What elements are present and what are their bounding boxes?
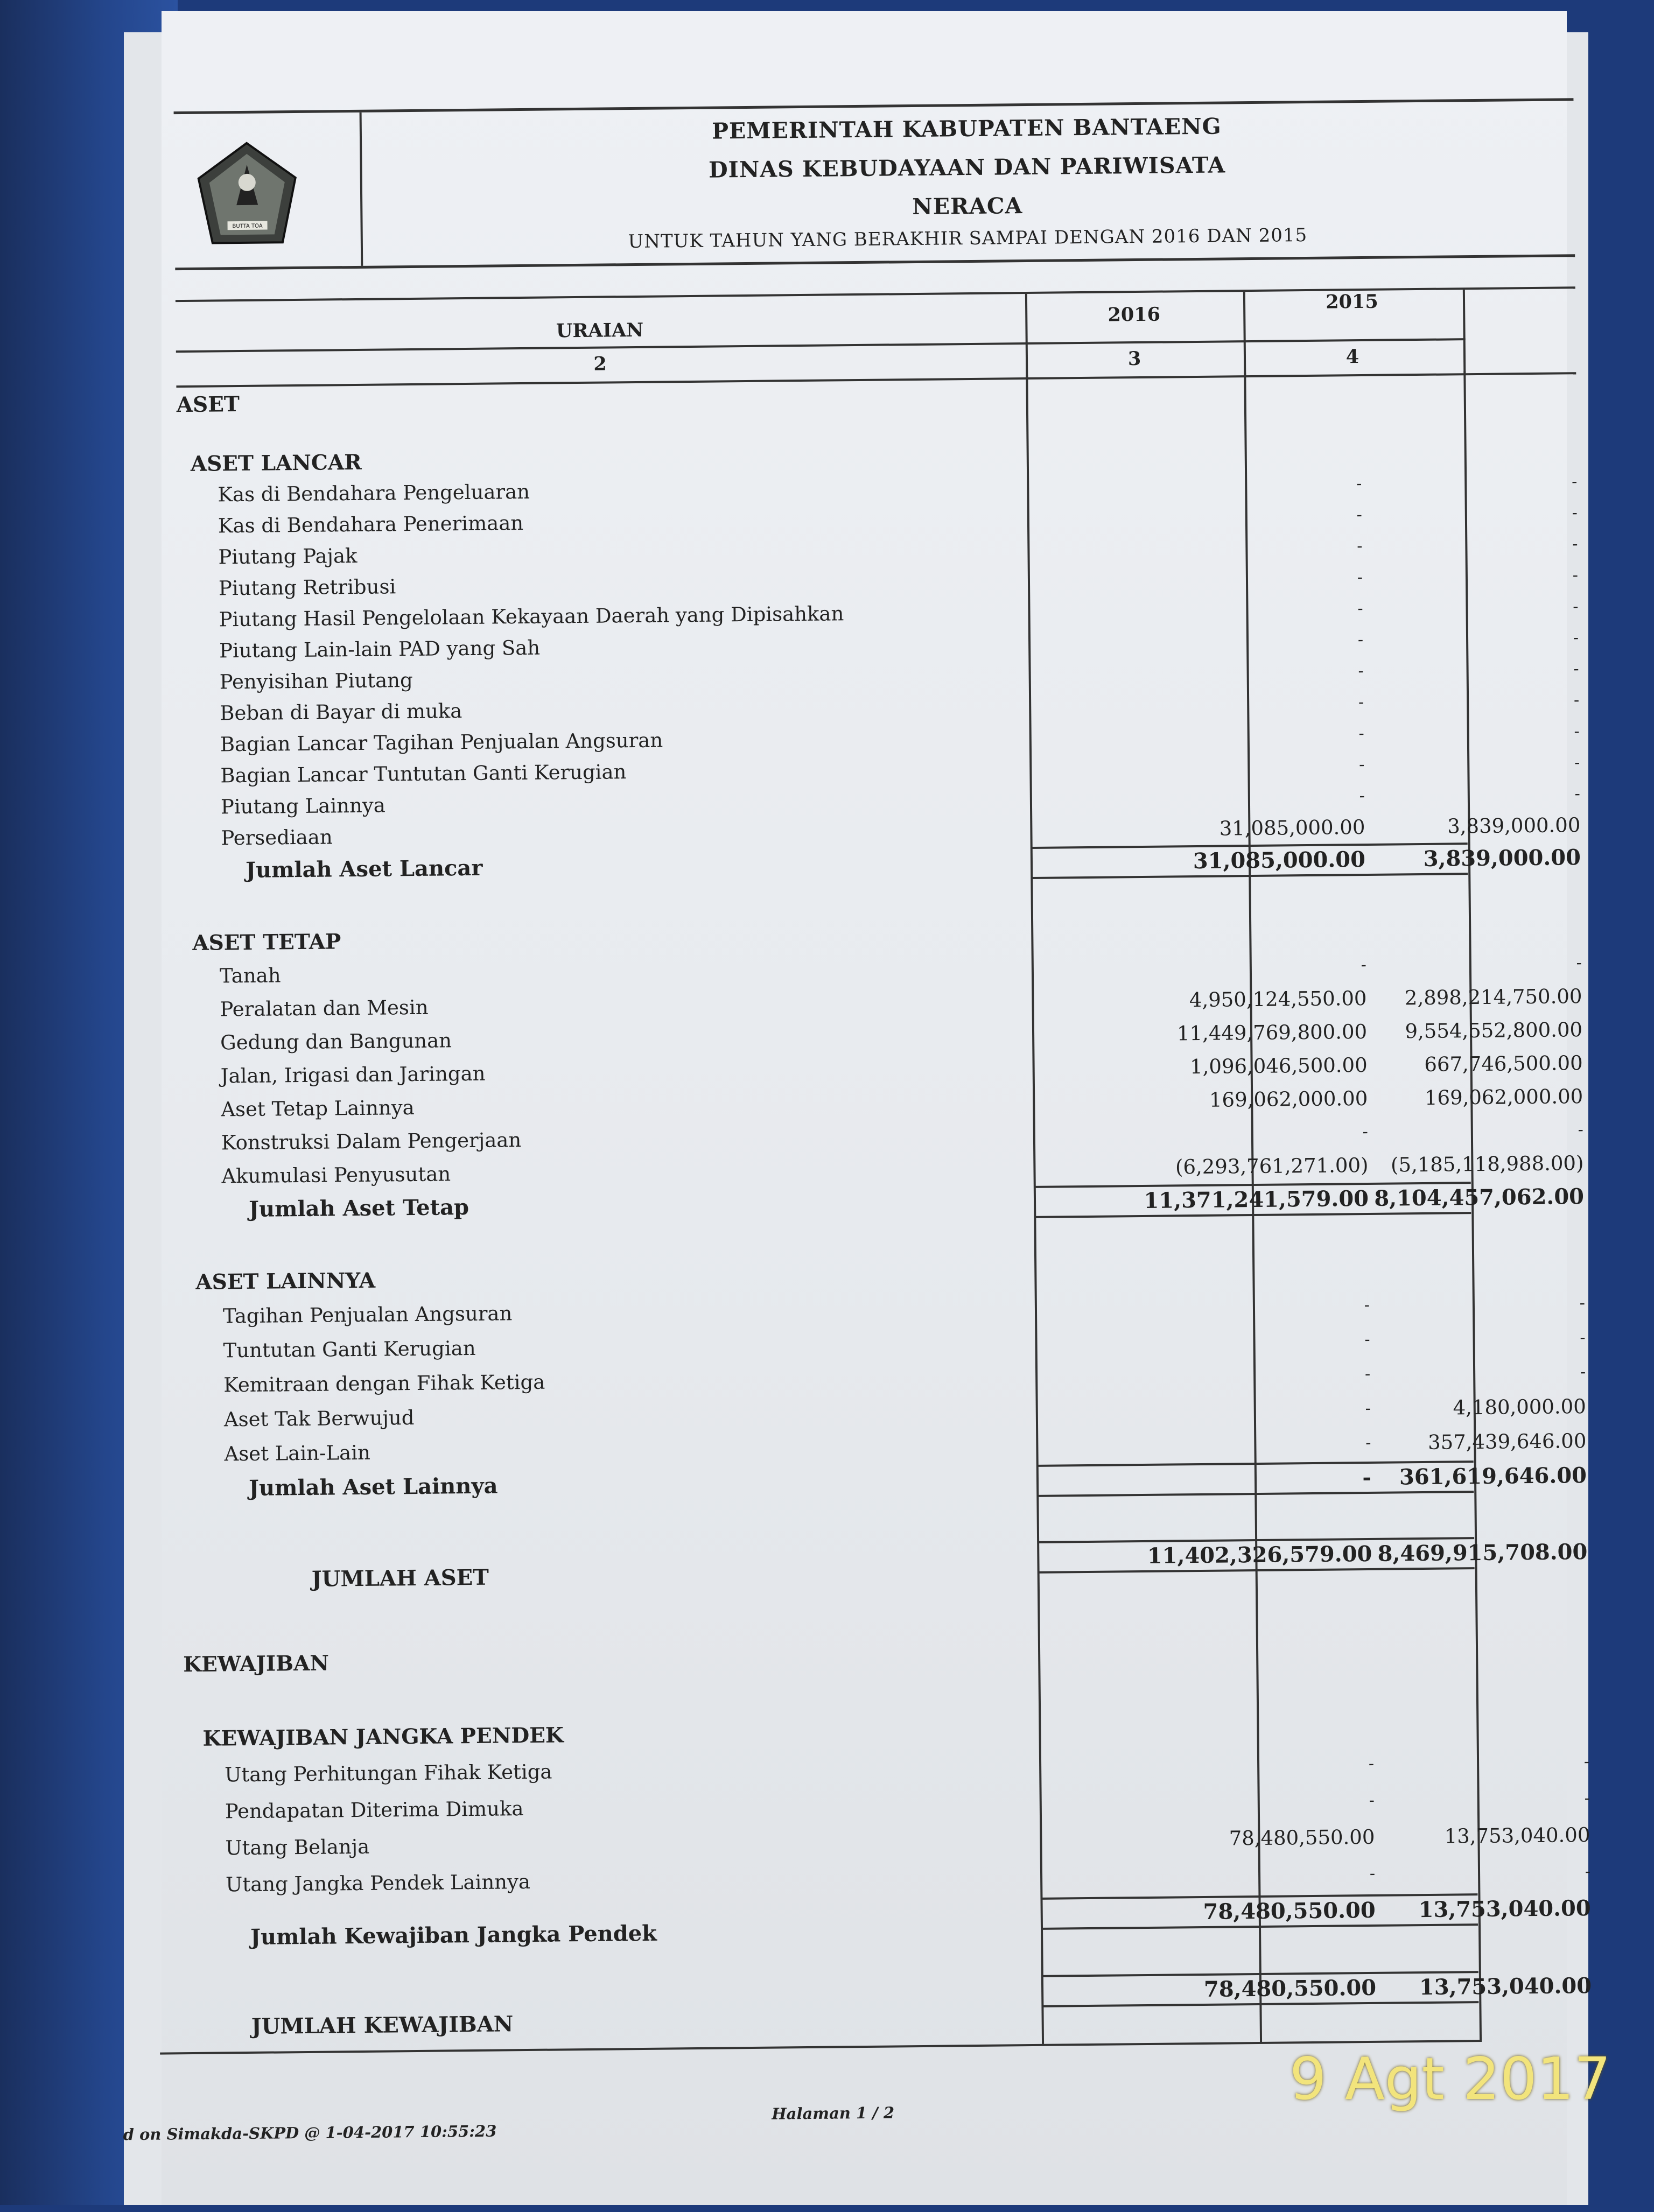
row-label: Bagian Lancar Tuntutan Ganti Kerugian [220, 760, 627, 788]
row-label: Persediaan [221, 825, 333, 850]
report-header [174, 98, 1575, 270]
value-2015: 4,180,000.00 [1453, 1395, 1586, 1420]
value-2016: 31,085,000.00 [1193, 846, 1366, 874]
value-2015: 13,753,040.00 [1444, 1823, 1590, 1848]
value-2015: - [1576, 953, 1582, 973]
value-2015: - [1574, 784, 1580, 804]
table-bottom-border [160, 2040, 1482, 2055]
value-2016: - [1356, 505, 1363, 525]
value-2016: - [1365, 1433, 1371, 1453]
row-label: ASET LANCAR [190, 450, 362, 476]
header-titles [360, 101, 1575, 266]
row-label: Piutang Lain-lain PAD yang Sah [219, 636, 541, 663]
value-2016: 78,480,550.00 [1203, 1897, 1376, 1925]
value-2016: 1,096,046,500.00 [1189, 1053, 1368, 1079]
table-row [192, 1970, 1613, 2039]
value-2016: 169,062,000.00 [1209, 1086, 1368, 1112]
row-label: Peralatan dan Mesin [220, 995, 429, 1021]
logo-cell [174, 113, 363, 268]
row-label: Tanah [219, 964, 281, 988]
row-label: Penyisihan Piutang [219, 668, 413, 694]
value-2015: - [1573, 659, 1579, 679]
column-header-uraian: URAIAN [556, 319, 644, 342]
value-2016: 78,480,550.00 [1203, 1975, 1377, 2002]
value-2015: - [1583, 1752, 1590, 1772]
row-label: Piutang Hasil Pengelolaan Kekayaan Daerah yang Dipisahkan [219, 602, 844, 631]
value-2015: - [1573, 628, 1579, 648]
row-label: Utang Belanja [225, 1835, 370, 1860]
value-2015: - [1573, 691, 1580, 710]
value-2016: - [1358, 662, 1364, 681]
row-label: ASET TETAP [192, 929, 341, 956]
value-2016: - [1359, 787, 1365, 806]
table-row [187, 1536, 1609, 1592]
value-2016: - [1365, 1399, 1371, 1419]
row-label: Kas di Bendahara Pengeluaran [218, 480, 530, 507]
row-label: Konstruksi Dalam Pengerjaan [221, 1128, 522, 1155]
value-2016: - [1358, 755, 1365, 775]
value-2015: (5,185,118,988.00) [1390, 1151, 1584, 1177]
value-2016: - [1361, 955, 1367, 975]
row-label: KEWAJIBAN JANGKA PENDEK [202, 1723, 564, 1751]
value-2015: 3,839,000.00 [1423, 845, 1581, 872]
row-label: Jumlah Aset Tetap [248, 1195, 469, 1222]
row-label: Tuntutan Ganti Kerugian [223, 1336, 476, 1363]
row-label: ASET LAINNYA [195, 1268, 376, 1295]
report-period: UNTUK TAHUN YANG BERAKHIR SAMPAI DENGAN 2016 DAN 2015 [628, 224, 1308, 253]
row-label: Jumlah Aset Lancar [245, 855, 483, 883]
table-header [176, 286, 1576, 388]
value-2015: - [1572, 535, 1578, 554]
value-2016: 31,085,000.00 [1219, 815, 1365, 840]
value-2016: - [1357, 537, 1363, 556]
value-2016: 78,480,550.00 [1229, 1825, 1375, 1850]
value-2016: - [1364, 1364, 1371, 1384]
value-2016: - [1357, 599, 1363, 619]
page-number: Halaman 1 / 2 [772, 2103, 895, 2123]
value-2015: 13,753,040.00 [1419, 1973, 1592, 2000]
value-2016: - [1369, 1864, 1376, 1884]
document-content [123, 4, 1592, 2212]
value-2016: - [1356, 474, 1362, 494]
row-label: Jumlah Aset Lainnya [248, 1473, 498, 1501]
print-footer: d on Simakda-SKPD @ 1-04-2017 10:55:23 [123, 2122, 497, 2144]
value-2016: - [1364, 1330, 1370, 1350]
row-label: Kas di Bendahara Penerimaan [218, 511, 524, 538]
value-2015: 361,619,646.00 [1399, 1463, 1587, 1490]
row-label: Aset Tak Berwujud [223, 1406, 415, 1431]
value-2015: - [1574, 722, 1580, 741]
header-col-line [1463, 290, 1466, 373]
value-2015: - [1584, 1789, 1590, 1808]
row-label: JUMLAH KEWAJIBAN [251, 2011, 514, 2039]
value-2015: - [1574, 753, 1580, 773]
value-2015: 8,104,457,062.00 [1374, 1184, 1585, 1211]
column-number-2016: 3 [1127, 347, 1141, 370]
row-label: Utang Jangka Pendek Lainnya [225, 1870, 531, 1897]
value-2016: 11,449,769,800.00 [1176, 1020, 1368, 1045]
value-2015: - [1572, 503, 1578, 523]
value-2015: 13,753,040.00 [1418, 1895, 1591, 1923]
row-label: Piutang Pajak [218, 544, 358, 569]
value-2016: - [1357, 568, 1363, 587]
row-label: Piutang Retribusi [218, 575, 396, 600]
value-2016: - [1358, 693, 1364, 712]
value-2016: 4,950,124,550.00 [1189, 986, 1367, 1012]
value-2015: 357,439,646.00 [1427, 1429, 1587, 1454]
row-label: Aset Lain-Lain [224, 1441, 371, 1466]
value-2016: - [1364, 1295, 1370, 1315]
report-title: NERACA [912, 193, 1023, 220]
photo-date-stamp: 9 Agt 2017 [1289, 2046, 1611, 2113]
value-2015: - [1579, 1294, 1586, 1313]
value-2016: - [1362, 1122, 1369, 1142]
value-2015: 667,746,500.00 [1424, 1051, 1583, 1076]
value-2016: - [1362, 1464, 1372, 1491]
value-2015: - [1580, 1328, 1586, 1347]
document-page [123, 11, 1592, 2205]
value-2015: 169,062,000.00 [1424, 1085, 1583, 1109]
value-2015: 8,469,915,708.00 [1377, 1539, 1588, 1567]
row-label: Beban di Bayar di muka [220, 699, 462, 725]
value-2015: - [1571, 472, 1578, 491]
value-2016: - [1357, 630, 1364, 650]
department-title: DINAS KEBUDAYAAN DAN PARIWISATA [708, 152, 1226, 183]
government-title: PEMERINTAH KABUPATEN BANTAENG [711, 113, 1222, 144]
row-label: Utang Perhitungan Fihak Ketiga [224, 1760, 552, 1787]
row-label: Pendapatan Diterima Dimuka [225, 1797, 524, 1823]
row-label: Gedung dan Bangunan [220, 1029, 452, 1055]
value-2015: - [1573, 597, 1579, 616]
value-2016: - [1358, 724, 1364, 743]
value-2015: - [1578, 1120, 1583, 1140]
row-label: JUMLAH ASET [311, 1564, 489, 1592]
table-row [183, 1635, 1610, 1681]
value-2016: - [1369, 1790, 1375, 1810]
value-2015: 2,898,214,750.00 [1404, 985, 1582, 1010]
row-label: Aset Tetap Lainnya [221, 1096, 415, 1121]
value-2015: 9,554,552,800.00 [1405, 1018, 1583, 1043]
value-2016: (6,293,761,271.00) [1175, 1153, 1369, 1179]
row-label: Piutang Lainnya [220, 793, 386, 819]
row-label: Jumlah Kewajiban Jangka Pendek [250, 1920, 657, 1950]
column-number-2015: 4 [1345, 346, 1359, 368]
row-label: ASET [176, 392, 240, 418]
row-label: Kemitraan dengan Fihak Ketiga [223, 1370, 545, 1397]
column-header-2015: 2015 [1326, 290, 1378, 313]
row-label: Tagihan Penjualan Angsuran [222, 1302, 513, 1328]
row-label: Bagian Lancar Tagihan Penjualan Angsuran [220, 728, 663, 756]
value-2015: - [1585, 1862, 1591, 1881]
value-2016: 11,402,326,579.00 [1147, 1541, 1372, 1569]
row-label: KEWAJIBAN [183, 1651, 330, 1677]
value-2016: - [1368, 1754, 1375, 1774]
column-number-uraian: 2 [593, 353, 607, 375]
value-2015: - [1580, 1363, 1586, 1382]
regency-emblem-icon [195, 140, 299, 249]
row-label: Jalan, Irigasi dan Jaringan [220, 1062, 486, 1088]
emblem-banner-text: BUTTA TOA [232, 223, 263, 230]
row-label: Akumulasi Penyusutan [221, 1162, 451, 1188]
value-2016: 11,371,241,579.00 [1144, 1185, 1369, 1213]
value-2015: - [1572, 566, 1579, 585]
value-2015: 3,839,000.00 [1447, 813, 1581, 838]
column-header-2016: 2016 [1108, 303, 1161, 326]
